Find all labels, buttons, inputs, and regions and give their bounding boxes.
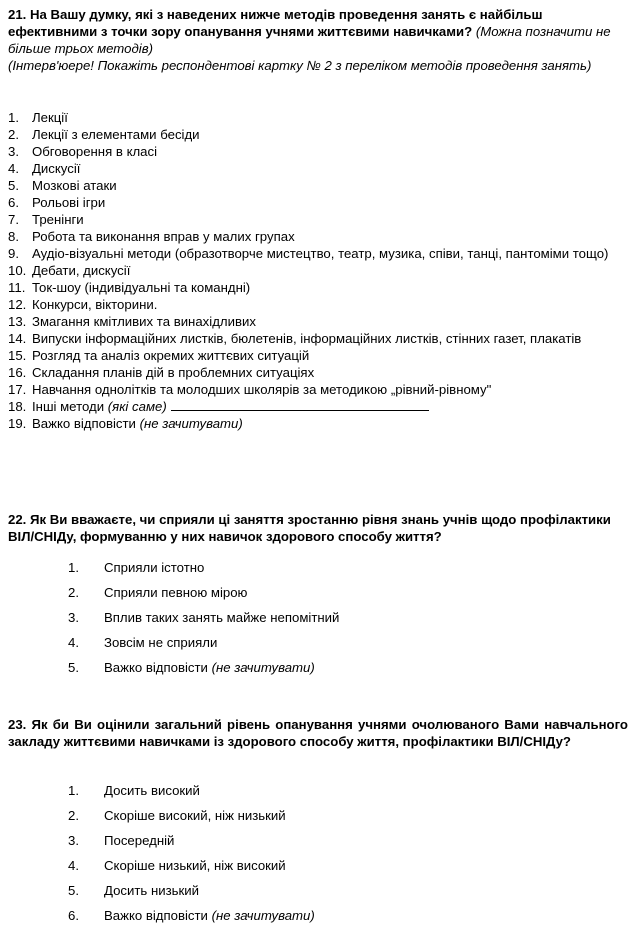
answer-option-number: 15. bbox=[8, 348, 27, 363]
answer-option bbox=[8, 279, 628, 296]
answer-option-label: Важко відповісти bbox=[104, 660, 208, 675]
answer-option-label: Мозкові атаки bbox=[32, 178, 117, 193]
answer-option bbox=[8, 211, 628, 228]
answer-option bbox=[8, 330, 628, 347]
answer-option-label: Сприяли істотно bbox=[104, 560, 205, 575]
answer-option-label: Досить високий bbox=[104, 783, 200, 798]
answer-option-label: Рольові ігри bbox=[32, 195, 106, 210]
answer-option-text-wrap bbox=[32, 279, 628, 296]
answer-option bbox=[8, 262, 628, 279]
answer-option-label: Сприяли певною мірою bbox=[104, 585, 248, 600]
answer-option-number: 4. bbox=[68, 858, 79, 873]
question-22-options bbox=[68, 559, 568, 684]
answer-option-number: 7. bbox=[8, 212, 19, 227]
answer-option-text-wrap bbox=[32, 211, 628, 228]
answer-option bbox=[68, 659, 568, 684]
answer-option bbox=[68, 584, 568, 609]
answer-option bbox=[68, 782, 568, 807]
answer-option-number: 13. bbox=[8, 314, 27, 329]
answer-option-number: 2. bbox=[68, 585, 79, 600]
answer-option-note: (не зачитувати) bbox=[211, 908, 315, 923]
answer-option-text-wrap bbox=[32, 228, 628, 245]
answer-option-text-wrap bbox=[32, 126, 628, 143]
answer-option-number: 2. bbox=[68, 808, 79, 823]
answer-option bbox=[8, 364, 628, 381]
answer-option-number: 4. bbox=[68, 635, 79, 650]
answer-option-text-wrap bbox=[104, 857, 568, 882]
answer-option-text-wrap bbox=[104, 634, 568, 659]
answer-option-text-wrap bbox=[104, 782, 568, 807]
answer-option bbox=[8, 313, 628, 330]
answer-option-number: 4. bbox=[8, 161, 19, 176]
answer-option bbox=[68, 832, 568, 857]
answer-option bbox=[8, 381, 628, 398]
answer-option-note: (які саме) bbox=[107, 399, 167, 414]
answer-option-label: Аудіо-візуальні методи (образотворче мистецтво, театр, музика, співи, танці, пантоміми тощо) bbox=[32, 246, 609, 261]
answer-option-number: 17. bbox=[8, 382, 27, 397]
answer-option-number: 5. bbox=[68, 660, 79, 675]
answer-option-number: 5. bbox=[68, 883, 79, 898]
answer-option-number: 9. bbox=[8, 246, 19, 261]
question-21-options bbox=[8, 109, 628, 432]
answer-option-number: 3. bbox=[68, 833, 79, 848]
answer-option bbox=[8, 347, 628, 364]
answer-option-text-wrap bbox=[32, 381, 628, 398]
answer-option-label: Конкурси, вікторини. bbox=[32, 297, 158, 312]
answer-option bbox=[8, 177, 628, 194]
answer-option-number: 8. bbox=[8, 229, 19, 244]
answer-option-label: Обговорення в класі bbox=[32, 144, 158, 159]
question-23-options bbox=[68, 782, 568, 932]
answer-option-number: 2. bbox=[8, 127, 19, 142]
answer-option-number: 3. bbox=[8, 144, 19, 159]
answer-option-number: 5. bbox=[8, 178, 19, 193]
answer-option-text-wrap bbox=[104, 832, 568, 857]
answer-option-label: Вплив таких занять майже непомітний bbox=[104, 610, 340, 625]
answer-option-label: Складання планів дій в проблемних ситуаціях bbox=[32, 365, 315, 380]
answer-option-text-wrap bbox=[32, 415, 628, 432]
answer-option-text-wrap bbox=[32, 143, 628, 160]
question-23-title: 23. Як би Ви оцінили загальний рівень опанування учнями очолюваного Вами навчального закладу життєвими навичками із здорового способу життя, профілактики ВІЛ/СНІДу? bbox=[8, 717, 628, 749]
answer-option-label: Посередній bbox=[104, 833, 175, 848]
answer-option bbox=[8, 143, 628, 160]
question-21-selection-note: (Можна позначити не більше трьох методів) bbox=[8, 24, 611, 56]
answer-option-number: 19. bbox=[8, 416, 27, 431]
answer-option-label: Навчання однолітків та молодших школярів за методикою „рівний-рівному" bbox=[32, 382, 492, 397]
answer-option-label: Зовсім не сприяли bbox=[104, 635, 218, 650]
question-21-title bbox=[8, 6, 628, 57]
answer-option bbox=[68, 857, 568, 882]
answer-option-text-wrap bbox=[32, 262, 628, 279]
answer-option bbox=[68, 609, 568, 634]
answer-option-label: Ток-шоу (індивідуальні та командні) bbox=[32, 280, 251, 295]
answer-option-label: Скоріше низький, ніж високий bbox=[104, 858, 286, 873]
answer-option-text-wrap bbox=[104, 659, 568, 684]
answer-option-text-wrap bbox=[32, 313, 628, 330]
answer-option-number: 14. bbox=[8, 331, 27, 346]
answer-option-text-wrap bbox=[32, 364, 628, 381]
answer-option bbox=[68, 907, 568, 932]
answer-option-label: Випуски інформаційних листків, бюлетенів, інформаційних листків, стінних газет, плакатів bbox=[32, 331, 582, 346]
answer-option-label: Змагання кмітливих та винахідливих bbox=[32, 314, 256, 329]
question-21-text: 21. На Вашу думку, які з наведених нижче методів проведення занять є найбільш ефективними з точки зору опанування учнями життєвими навичками? bbox=[8, 7, 543, 39]
answer-option-text-wrap bbox=[104, 807, 568, 832]
answer-option-label: Лекції з елементами бесіди bbox=[32, 127, 200, 142]
answer-option-label: Досить низький bbox=[104, 883, 200, 898]
answer-option-number: 1. bbox=[68, 783, 79, 798]
answer-option bbox=[68, 882, 568, 907]
answer-option-number: 6. bbox=[8, 195, 19, 210]
answer-option bbox=[8, 228, 628, 245]
answer-option-label: Важко відповісти bbox=[32, 416, 136, 431]
answer-option-text-wrap bbox=[32, 177, 628, 194]
answer-option-text-wrap bbox=[32, 245, 628, 262]
answer-option-number: 18. bbox=[8, 399, 27, 414]
answer-option-number: 3. bbox=[68, 610, 79, 625]
answer-option bbox=[8, 109, 628, 126]
answer-option-label: Дебати, дискусії bbox=[32, 263, 131, 278]
answer-option-label: Робота та виконання вправ у малих групах bbox=[32, 229, 295, 244]
answer-option bbox=[68, 807, 568, 832]
answer-option-number: 10. bbox=[8, 263, 27, 278]
answer-option-text-wrap bbox=[104, 559, 568, 584]
answer-option-note: (не зачитувати) bbox=[139, 416, 243, 431]
question-22-title: 22. Як Ви вважаєте, чи сприяли ці заняття зростанню рівня знань учнів щодо профілактики ВІЛ/СНІДу, формуванню у них навичок здорового способу життя? bbox=[8, 512, 611, 544]
answer-option bbox=[8, 194, 628, 211]
answer-option-text-wrap bbox=[104, 907, 568, 932]
answer-option bbox=[68, 634, 568, 659]
answer-option-label: Важко відповісти bbox=[104, 908, 208, 923]
answer-option bbox=[8, 245, 628, 262]
answer-option bbox=[8, 415, 628, 432]
answer-option-number: 12. bbox=[8, 297, 27, 312]
answer-option-label: Розгляд та аналіз окремих життєвих ситуацій bbox=[32, 348, 310, 363]
answer-option-label: Тренінги bbox=[32, 212, 84, 227]
answer-option bbox=[8, 160, 628, 177]
answer-option-text-wrap bbox=[32, 296, 628, 313]
answer-option bbox=[8, 126, 628, 143]
write-in-blank-line[interactable] bbox=[171, 398, 429, 411]
answer-option-text-wrap bbox=[32, 160, 628, 177]
answer-option-number: 16. bbox=[8, 365, 27, 380]
answer-option-label: Лекції bbox=[32, 110, 68, 125]
answer-option-text-wrap bbox=[32, 347, 628, 364]
answer-option bbox=[8, 398, 628, 415]
answer-option-number: 6. bbox=[68, 908, 79, 923]
answer-option-text-wrap bbox=[104, 609, 568, 634]
answer-option-text-wrap bbox=[32, 194, 628, 211]
answer-option-label: Інші методи bbox=[32, 399, 105, 414]
answer-option-number: 11. bbox=[8, 280, 26, 295]
answer-option-text-wrap bbox=[104, 584, 568, 609]
answer-option-text-wrap bbox=[32, 398, 628, 415]
answer-option-text-wrap bbox=[32, 330, 628, 347]
answer-option bbox=[8, 296, 628, 313]
answer-option-note: (не зачитувати) bbox=[211, 660, 315, 675]
answer-option-label: Дискусії bbox=[32, 161, 81, 176]
answer-option-text-wrap bbox=[32, 109, 628, 126]
answer-option-label: Скоріше високий, ніж низький bbox=[104, 808, 286, 823]
interviewer-note: (Інтерв'юере! Покажіть респондентові картку № 2 з переліком методів проведення занять) bbox=[8, 58, 592, 73]
answer-option-text-wrap bbox=[104, 882, 568, 907]
answer-option-number: 1. bbox=[8, 110, 19, 125]
answer-option-number: 1. bbox=[68, 560, 79, 575]
answer-option bbox=[68, 559, 568, 584]
